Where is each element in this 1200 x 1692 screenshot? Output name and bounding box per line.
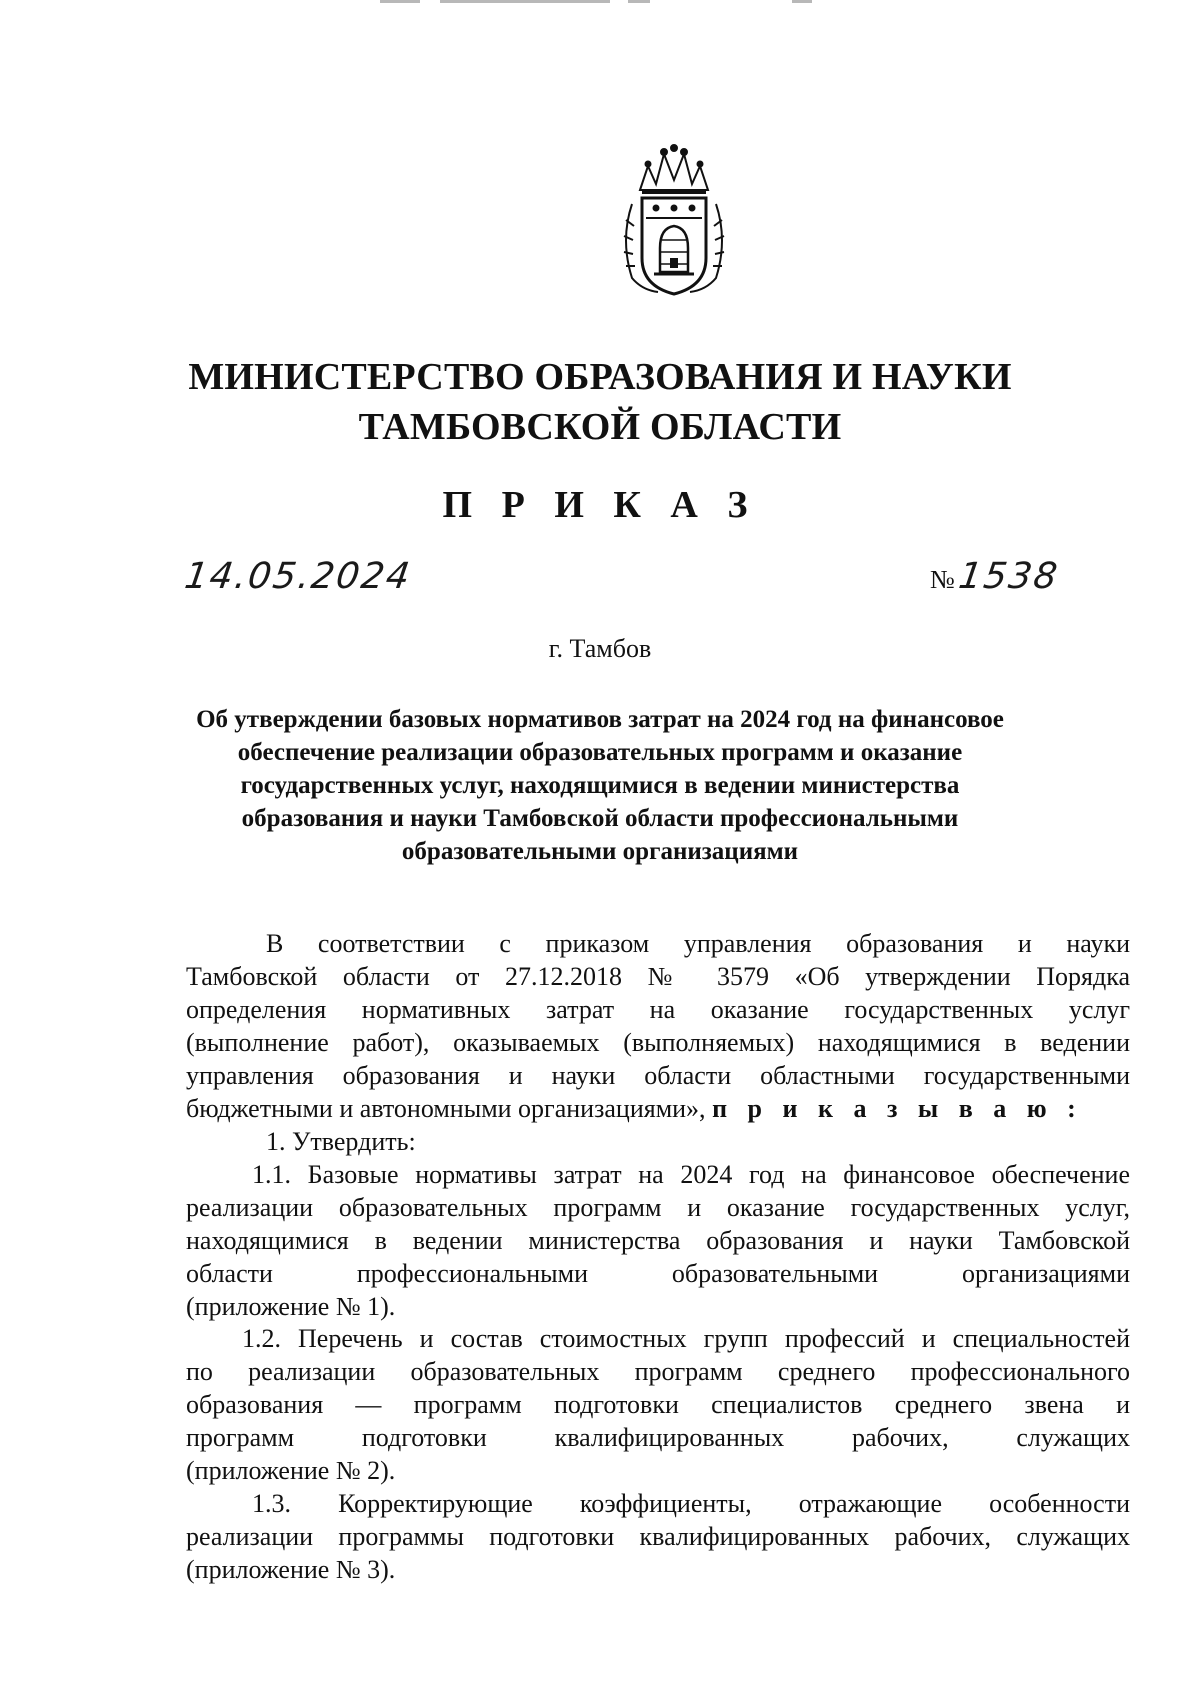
- item-1-1: [186, 1158, 1130, 1323]
- text-line: определения нормативных затрат на оказание государственных услуг: [186, 995, 1130, 1024]
- scan-artifact: [440, 0, 610, 3]
- preamble-last-line: бюджетными и автономными организациями»,: [186, 1094, 706, 1123]
- text-line: (приложение № 1).: [186, 1292, 396, 1321]
- text-line: находящимися в ведении министерства образования и науки Тамбовской: [186, 1226, 1130, 1255]
- order-number-value: 1538: [955, 556, 1062, 597]
- text-line: 1.3. Корректирующие коэффициенты, отражающие особенности: [252, 1489, 1130, 1518]
- order-word: п р и к а з ы в а ю :: [712, 1094, 1083, 1123]
- subject-line: государственных услуг, находящимися в ведении министерства: [240, 772, 960, 799]
- item-1-2: [186, 1322, 1130, 1487]
- text-line: (приложение № 3).: [186, 1555, 396, 1584]
- text-line: реализации образовательных программ и оказание государственных услуг,: [186, 1193, 1130, 1222]
- subject-line: образовательными организациями: [401, 838, 799, 865]
- text-line: 1.1. Базовые нормативы затрат на 2024 год на финансовое обеспечение: [252, 1160, 1130, 1189]
- subject-line: Об утверждении базовых нормативов затрат на 2024 год на финансовое: [196, 706, 1004, 733]
- text-line: 1.2. Перечень и состав стоимостных групп профессий и специальностей: [242, 1324, 1130, 1353]
- ministry-name: [150, 352, 1050, 452]
- text-line: [186, 1092, 1130, 1125]
- subject-line: обеспечение реализации образовательных программ и оказание: [237, 739, 963, 766]
- text-line: управления образования и науки области областными государственными: [186, 1061, 1130, 1090]
- document-type: П Р И К А З: [442, 484, 758, 526]
- order-number: [930, 556, 1062, 597]
- scan-artifact: [628, 0, 650, 3]
- subject-line: образования и науки Тамбовской области профессиональными: [241, 805, 959, 832]
- text-line: В соответствии с приказом управления образования и науки: [266, 929, 1130, 958]
- text-line: Тамбовской области от 27.12.2018 № 3579 «Об утверждении Порядка: [186, 962, 1130, 991]
- text-line: (выполнение работ), оказываемых (выполняемых) находящимися в ведении: [186, 1028, 1130, 1057]
- text-line: реализации программы подготовки квалифицированных рабочих, служащих: [186, 1522, 1130, 1551]
- item-1-heading: 1. Утвердить:: [266, 1127, 416, 1156]
- text-line: образования — программ подготовки специалистов среднего звена и: [186, 1390, 1130, 1419]
- text-line: (приложение № 2).: [186, 1456, 396, 1485]
- scan-artifact: [792, 0, 812, 3]
- ministry-line-1: МИНИСТЕРСТВО ОБРАЗОВАНИЯ И НАУКИ: [188, 356, 1012, 398]
- number-sign: №: [930, 565, 955, 594]
- ministry-line-2: ТАМБОВСКОЙ ОБЛАСТИ: [358, 406, 842, 448]
- preamble-paragraph: [186, 927, 1130, 1125]
- order-date: 14.05.2024: [182, 556, 415, 597]
- text-line: по реализации образовательных программ среднего профессионального: [186, 1357, 1130, 1386]
- coat-of-arms-icon: [618, 140, 730, 300]
- scan-artifact: [380, 0, 420, 3]
- text-line: программ подготовки квалифицированных рабочих, служащих: [186, 1423, 1130, 1452]
- item-1-3: [186, 1487, 1130, 1586]
- order-subject: [170, 703, 1030, 868]
- item-1: [186, 1125, 1130, 1158]
- city: г. Тамбов: [548, 634, 652, 663]
- text-line: области профессиональными образовательными организациями: [186, 1259, 1130, 1288]
